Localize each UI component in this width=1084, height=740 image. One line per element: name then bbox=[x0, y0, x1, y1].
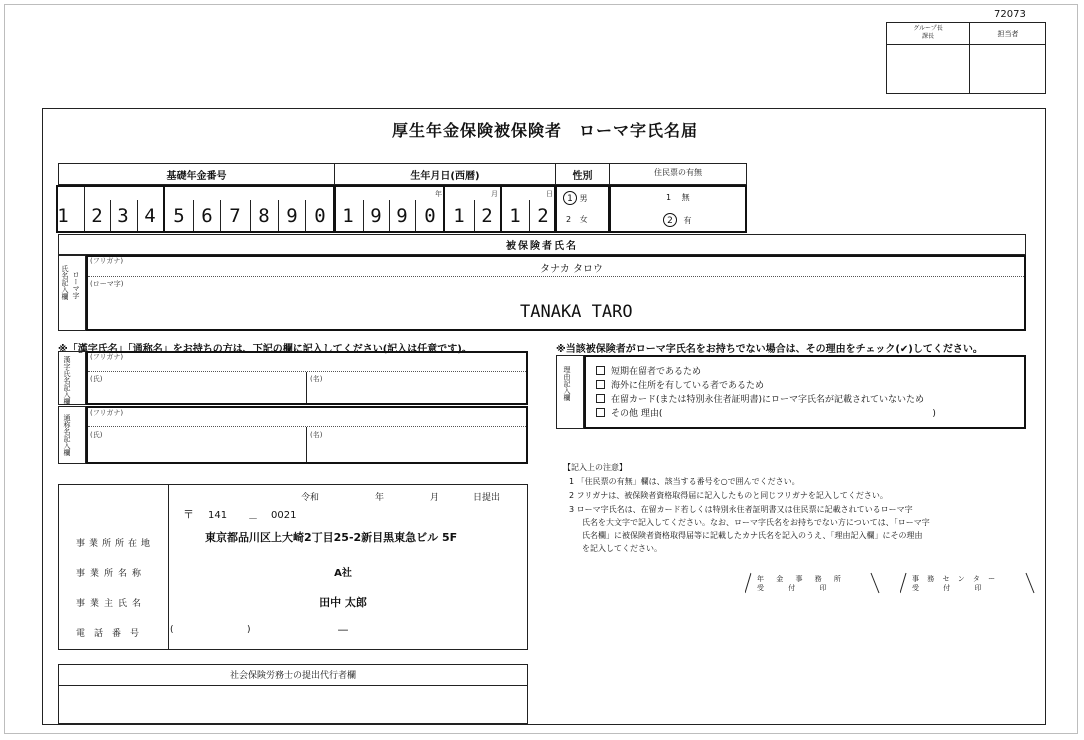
submit-label: 日提出 bbox=[473, 493, 501, 503]
note-line: を記入してください。 bbox=[582, 544, 662, 553]
kanji-surname-label: (氏) bbox=[90, 375, 103, 383]
birth-digit: 1 bbox=[342, 205, 354, 227]
checkbox-icon[interactable] bbox=[596, 394, 605, 403]
kanji-note: ※「漢字氏名」「通称名」をお持ちの方は、下記の欄に記入してください(記入は任意です)。 bbox=[58, 344, 472, 355]
pension-digit: 2 bbox=[91, 205, 103, 227]
insured-side-label2: ローマ字 bbox=[72, 271, 80, 299]
insured-furigana: タナカ タロウ bbox=[540, 264, 603, 275]
insured-header-label: 被保険者氏名 bbox=[506, 241, 578, 252]
birth-digit: 1 bbox=[453, 205, 465, 227]
center-label: 事 務 セ ン タ ー bbox=[912, 575, 996, 583]
gender-male-option[interactable] bbox=[563, 191, 588, 205]
alias-furigana-label: (フリガナ) bbox=[90, 409, 124, 417]
note-line: 氏名を大文字で記入してください。なお、ローマ字氏名をお持ちでない方については、「ローマ字 bbox=[582, 518, 930, 527]
residence-label: 住民票の有無 bbox=[654, 168, 702, 177]
postal-code-2: 0021 bbox=[271, 510, 297, 521]
pension-digit: 5 bbox=[173, 205, 185, 227]
form-title: 厚生年金保険被保険者 ローマ字氏名届 bbox=[392, 121, 699, 140]
year-unit: 年 bbox=[435, 190, 442, 198]
kanji-side-label: 漢字氏名記入欄 bbox=[63, 356, 71, 405]
pension-digit: 9 bbox=[286, 205, 298, 227]
owner-name: 田中 太郎 bbox=[319, 596, 367, 609]
document-number: 72073 bbox=[994, 9, 1026, 20]
office-name: A社 bbox=[334, 568, 352, 579]
insured-side-label: 氏名記入欄 bbox=[61, 265, 69, 300]
gender-female-num: 2 bbox=[566, 215, 572, 224]
birth-digit: 9 bbox=[370, 205, 382, 227]
residence-opt2-label: 有 bbox=[683, 216, 692, 225]
reason-item[interactable]: 海外に住所を有している者であるため bbox=[596, 378, 764, 391]
birth-digit: 0 bbox=[424, 205, 436, 227]
month-unit: 月 bbox=[491, 190, 498, 198]
group-leader-label: グループ長 課長 bbox=[913, 25, 943, 40]
office-name-label: 事業所名称 bbox=[76, 569, 147, 579]
pension-digit: 0 bbox=[314, 205, 326, 227]
checkbox-icon[interactable] bbox=[596, 408, 605, 417]
postal-dash: － bbox=[248, 514, 258, 525]
note-line: 3 ローマ字氏名は、在留カード若しくは特別永住者証明書又は住民票に記載されているローマ字 bbox=[569, 505, 913, 514]
kanji-given-label: (名) bbox=[310, 375, 323, 383]
pension-digit: 3 bbox=[117, 205, 129, 227]
pension-digit: 1 bbox=[57, 205, 69, 227]
day-unit: 日 bbox=[546, 190, 553, 198]
insured-roman-name: TANAKA TARO bbox=[520, 302, 633, 322]
residence-opt1-label: 無 bbox=[681, 193, 690, 202]
residence-opt1-num: 1 bbox=[666, 193, 672, 202]
phone-close: ) bbox=[247, 625, 251, 635]
residence-opt2[interactable] bbox=[663, 213, 692, 227]
birth-digit: 1 bbox=[509, 205, 521, 227]
gender-female-label: 女 bbox=[579, 215, 588, 224]
residence-opt1[interactable] bbox=[666, 192, 690, 203]
gender-male-label: 男 bbox=[579, 194, 588, 203]
birthdate-label: 生年月日(西暦) bbox=[410, 171, 480, 182]
pension-digit: 7 bbox=[229, 205, 241, 227]
era-label: 令和 bbox=[301, 493, 320, 503]
center-stamp bbox=[900, 571, 1036, 593]
alias-box bbox=[86, 406, 528, 464]
kanji-box bbox=[86, 351, 528, 405]
postal-code-1: 141 bbox=[208, 510, 228, 521]
selected-circle: 1 bbox=[563, 191, 577, 205]
note-line: 氏名欄」に被保険者資格取得届等に記載したカナ氏名を記入のうえ、「理由記入欄」にその理由 bbox=[582, 531, 923, 540]
pension-office-label: 年 金 事 務 所 bbox=[757, 575, 841, 583]
alias-surname-label: (氏) bbox=[90, 431, 103, 439]
checkbox-icon[interactable] bbox=[596, 366, 605, 375]
selected-circle: 2 bbox=[663, 213, 677, 227]
gender-female-option[interactable] bbox=[566, 214, 588, 225]
gender-label: 性別 bbox=[572, 171, 593, 182]
note-line: 1 「住民票の有無」欄は、該当する番号を○で囲んでください。 bbox=[569, 477, 800, 486]
month-label: 月 bbox=[430, 493, 440, 503]
furigana-label: (フリガナ) bbox=[90, 257, 124, 265]
year-label: 年 bbox=[375, 493, 385, 503]
owner-label: 事業主氏名 bbox=[76, 599, 147, 609]
phone-label: 電話番号 bbox=[76, 629, 149, 639]
agent-label: 社会保険労務士の提出代行者欄 bbox=[229, 671, 356, 681]
reason-note: ※当該被保険者がローマ字氏名をお持ちでない場合は、その理由をチェック(✔)してください。 bbox=[556, 344, 983, 355]
reason-item[interactable]: 短期在留者であるため bbox=[596, 364, 701, 377]
approval-box bbox=[886, 22, 1046, 94]
postal-mark: 〒 bbox=[183, 508, 194, 521]
birth-digit: 2 bbox=[481, 205, 493, 227]
birth-digit: 2 bbox=[537, 205, 549, 227]
birth-digit: 9 bbox=[396, 205, 408, 227]
pension-office-stamp bbox=[745, 571, 881, 593]
office-address: 東京都品川区上大崎2丁目25-2新目黒東急ビル 5F bbox=[205, 531, 458, 544]
note-line: 2 フリガナは、被保険者資格取得届に記入したものと同じフリガナを記入してください。 bbox=[569, 491, 888, 500]
pension-office-sub: 受 付 印 bbox=[757, 584, 827, 592]
alias-side-label: 通称名記入欄 bbox=[63, 414, 71, 456]
phone-dash: — bbox=[337, 623, 349, 636]
alias-given-label: (名) bbox=[310, 431, 323, 439]
notes-title: 【記入上の注意】 bbox=[563, 463, 627, 472]
pension-digit: 6 bbox=[201, 205, 213, 227]
kanji-furigana-label: (フリガナ) bbox=[90, 353, 124, 361]
roman-label: (ローマ字) bbox=[90, 280, 124, 288]
reason-item[interactable]: 在留カード(または特別永住者証明書)にローマ字氏名が記載されていないため bbox=[596, 392, 924, 405]
center-sub: 受 付 印 bbox=[912, 584, 982, 592]
reason-side-label: 理由記入欄 bbox=[563, 366, 571, 401]
pension-digit: 4 bbox=[144, 205, 156, 227]
checkbox-icon[interactable] bbox=[596, 380, 605, 389]
reason-item[interactable]: その他 理由( ) bbox=[596, 406, 936, 419]
pension-number-label: 基礎年金番号 bbox=[166, 171, 227, 182]
phone-open: ( bbox=[170, 625, 174, 635]
address-label: 事業所所在地 bbox=[76, 539, 155, 549]
staff-label: 担当者 bbox=[997, 30, 1019, 38]
pension-digit: 8 bbox=[258, 205, 270, 227]
